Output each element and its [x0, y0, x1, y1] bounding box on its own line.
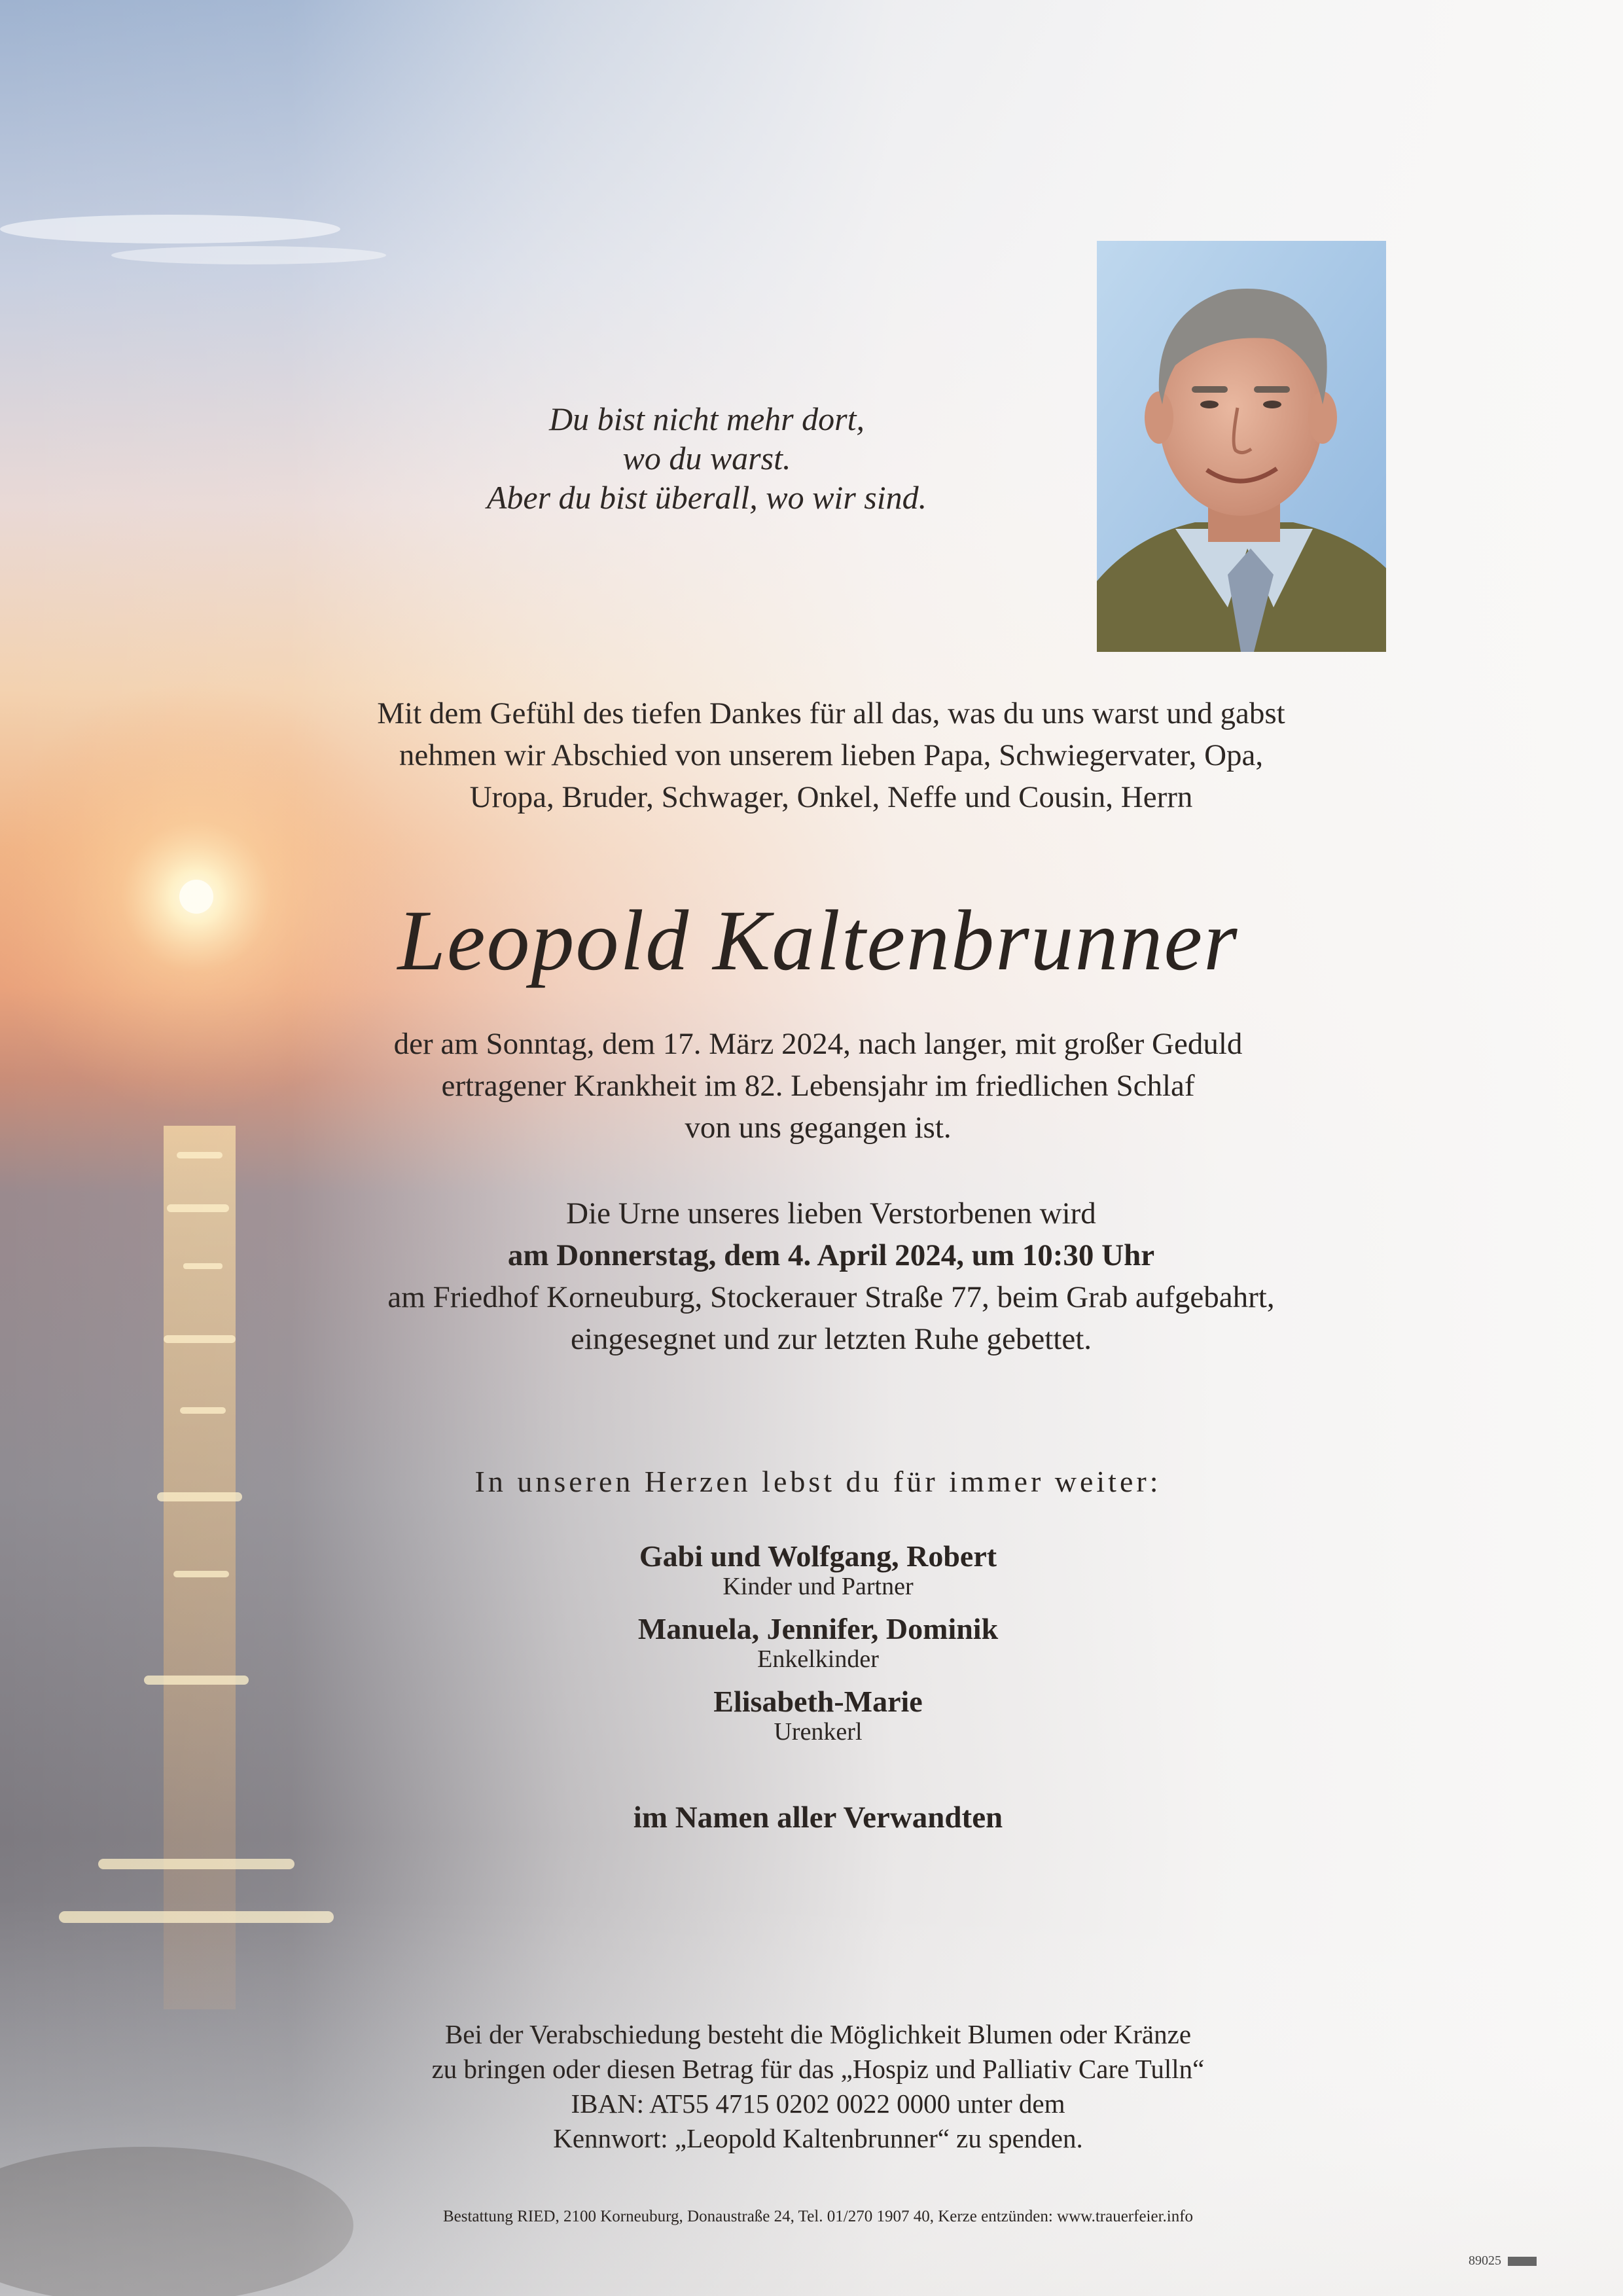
death-line: der am Sonntag, dem 17. März 2024, nach langer, mit großer Geduld — [393, 1027, 1243, 1061]
family-group — [510, 1685, 1126, 1745]
code-number: 89025 — [1469, 2253, 1501, 2268]
quote-line: Aber du bist überall, wo wir sind. — [486, 479, 927, 516]
ceremony-line: Die Urne unseres lieben Verstorbenen wird — [566, 1196, 1096, 1230]
death-notice — [249, 1023, 1387, 1149]
family-group — [510, 1612, 1126, 1672]
donation-iban: IBAN: AT55 4715 0202 0022 0000 unter dem — [571, 2089, 1065, 2119]
memory-line: In unseren Herzen lebst du für immer weiter: — [474, 1465, 1162, 1498]
family-role: Kinder und Partner — [722, 1573, 914, 1600]
deceased-name: Leopold Kaltenbrunner — [397, 892, 1239, 988]
intro-line: Mit dem Gefühl des tiefen Dankes für all das, was du uns warst und gabst — [377, 696, 1285, 730]
ceremony-details — [249, 1193, 1414, 1360]
family-role: Urenkerl — [774, 1718, 863, 1746]
family-role: Enkelkinder — [757, 1645, 879, 1673]
family-names: Gabi und Wolfgang, Robert — [639, 1539, 997, 1573]
portrait-photo — [1097, 241, 1386, 652]
donation-notice — [288, 2017, 1348, 2156]
printer-logo-icon — [1508, 2257, 1537, 2266]
family-names: Manuela, Jennifer, Dominik — [637, 1612, 999, 1645]
family-names: Elisabeth-Marie — [713, 1685, 923, 1718]
ceremony-location: am Friedhof Korneuburg, Stockerauer Straße 77, beim Grab aufgebahrt, — [387, 1280, 1275, 1314]
ceremony-line: eingesegnet und zur letzten Ruhe gebettet. — [570, 1322, 1092, 1356]
signoff: im Namen aller Verwandten — [633, 1801, 1003, 1835]
family-group — [510, 1539, 1126, 1600]
donation-line: Kennwort: „Leopold Kaltenbrunner“ zu spenden. — [553, 2123, 1083, 2153]
intro-line: Uropa, Bruder, Schwager, Onkel, Neffe und Cousin, Herrn — [469, 780, 1193, 814]
print-code — [1469, 2253, 1580, 2269]
death-line: ertragener Krankheit im 82. Lebensjahr im friedlichen Schlaf — [441, 1069, 1195, 1103]
death-line: von uns gegangen ist. — [685, 1111, 952, 1145]
memorial-quote — [366, 399, 1047, 517]
quote-line: wo du warst. — [622, 440, 791, 476]
quote-line: Du bist nicht mehr dort, — [549, 401, 865, 437]
funeral-home-footer: Bestattung RIED, 2100 Korneuburg, Donaustraße 24, Tel. 01/270 1907 40, Kerze entzünden: www.trauerfeier.info — [442, 2208, 1194, 2225]
donation-line: zu bringen oder diesen Betrag für das „Hospiz und Palliativ Care Tulln“ — [431, 2054, 1205, 2084]
intro-line: nehmen wir Abschied von unserem lieben Papa, Schwiegervater, Opa, — [399, 738, 1264, 772]
donation-line: Bei der Verabschiedung besteht die Möglichkeit Blumen oder Kränze — [444, 2019, 1192, 2049]
ceremony-date: am Donnerstag, dem 4. April 2024, um 10:30 Uhr — [507, 1238, 1155, 1272]
farewell-intro — [249, 692, 1414, 818]
